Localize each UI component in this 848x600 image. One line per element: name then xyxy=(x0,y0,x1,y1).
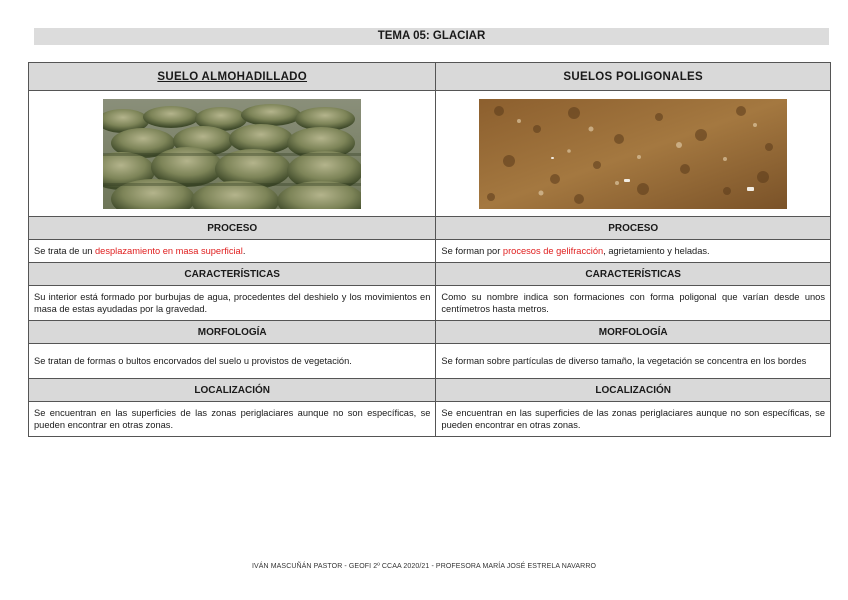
localizacion-row xyxy=(29,402,831,437)
section-label-morfologia-right: MORFOLOGÍA xyxy=(436,321,831,344)
photo-cell-almohadillado xyxy=(29,91,436,217)
polygonal-ground-photo xyxy=(479,99,787,209)
caracteristicas-text-left: Su interior está formado por burbujas de agua, procedentes del deshielo y los movimientos en masa de estas ayudadas por la gravedad. xyxy=(29,286,436,321)
localizacion-text-right: Se encuentran en las superficies de las zonas periglaciares aunque no son específicas, se pueden encontrar en otras zonas. xyxy=(436,402,831,437)
image-row xyxy=(29,91,831,217)
proceso-text-right: Se forman por procesos de gelifracción, agrietamiento y heladas. xyxy=(436,240,831,263)
morfologia-text-right: Se forman sobre partículas de diverso tamaño, la vegetación se concentra en los bordes xyxy=(436,344,831,379)
proceso-row xyxy=(29,240,831,263)
section-row-caracteristicas xyxy=(29,263,831,286)
morfologia-text-left: Se tratan de formas o bultos encorvados del suelo u provistos de vegetación. xyxy=(29,344,436,379)
section-row-proceso xyxy=(29,217,831,240)
section-label-localizacion-left: LOCALIZACIÓN xyxy=(29,379,436,402)
highlight-text: procesos de gelifracción xyxy=(502,246,604,256)
footer-credits: IVÁN MASCUÑÁN PASTOR - GEOFI 2º CCAA 2020/21 - PROFESORA MARÍA JOSÉ ESTRELA NAVARRO xyxy=(251,563,597,570)
heading-suelos-poligonales: SUELOS POLIGONALES xyxy=(436,63,831,91)
section-label-proceso-left: PROCESO xyxy=(29,217,436,240)
photo-cell-poligonales xyxy=(436,91,831,217)
page-title: TEMA 05: GLACIAR xyxy=(34,28,829,45)
heading-row xyxy=(29,63,831,91)
highlight-text: desplazamiento en masa superficial xyxy=(95,246,243,256)
localizacion-text-left: Se encuentran en las superficies de las zonas periglaciares aunque no son específicas, se pueden encontrar en otras zonas. xyxy=(29,402,436,437)
section-row-localizacion xyxy=(29,379,831,402)
section-row-morfologia xyxy=(29,321,831,344)
section-label-proceso-right: PROCESO xyxy=(436,217,831,240)
section-label-caracteristicas-left: CARACTERÍSTICAS xyxy=(29,263,436,286)
comparison-table xyxy=(28,62,831,437)
caracteristicas-text-right: Como su nombre indica son formaciones con forma poligonal que varían desde unos centímetros hasta metros. xyxy=(436,286,831,321)
proceso-text-left: Se trata de un desplazamiento en masa superficial. xyxy=(29,240,436,263)
section-label-caracteristicas-right: CARACTERÍSTICAS xyxy=(436,263,831,286)
section-label-morfologia-left: MORFOLOGÍA xyxy=(29,321,436,344)
hummocky-ground-photo xyxy=(103,99,361,209)
caracteristicas-row xyxy=(29,286,831,321)
morfologia-row xyxy=(29,344,831,379)
heading-suelo-almohadillado: SUELO ALMOHADILLADO xyxy=(29,63,436,91)
section-label-localizacion-right: LOCALIZACIÓN xyxy=(436,379,831,402)
